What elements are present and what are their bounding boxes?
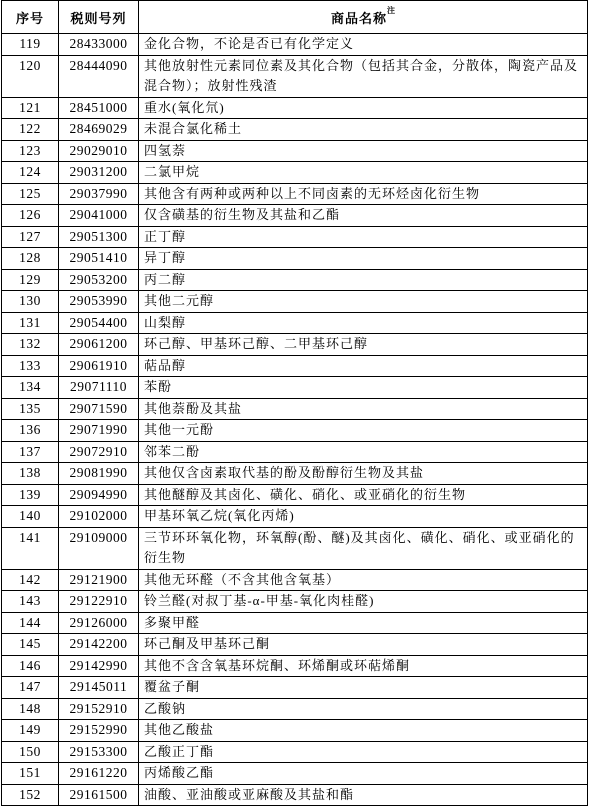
table-row [2, 506, 588, 528]
cell-seq: 142 [2, 569, 59, 591]
cell-code: 29053990 [59, 291, 139, 313]
table-row [2, 312, 588, 334]
cell-name: 乙酸钠 [139, 698, 588, 720]
table-header [2, 1, 588, 34]
table-row [2, 720, 588, 742]
cell-name: 其他放射性元素同位素及其化合物（包括其合金，分散体，陶瓷产品及混合物）；放射性残渣 [139, 55, 588, 97]
cell-name: 四氢萘 [139, 140, 588, 162]
cell-seq: 133 [2, 355, 59, 377]
cell-name: 其他乙酸盐 [139, 720, 588, 742]
cell-seq: 150 [2, 741, 59, 763]
cell-seq: 140 [2, 506, 59, 528]
cell-seq: 127 [2, 226, 59, 248]
cell-name: 金化合物，不论是否已有化学定义 [139, 34, 588, 56]
cell-name: 乙酸正丁酯 [139, 741, 588, 763]
table-row [2, 34, 588, 56]
table-row [2, 377, 588, 399]
cell-code: 29161500 [59, 784, 139, 806]
cell-name: 丙二醇 [139, 269, 588, 291]
cell-code: 28444090 [59, 55, 139, 97]
cell-code: 29094990 [59, 484, 139, 506]
cell-seq: 143 [2, 591, 59, 613]
cell-seq: 148 [2, 698, 59, 720]
cell-seq: 128 [2, 248, 59, 270]
cell-code: 29031200 [59, 162, 139, 184]
cell-seq: 146 [2, 655, 59, 677]
cell-name: 二氯甲烷 [139, 162, 588, 184]
table-row [2, 741, 588, 763]
cell-code: 28469029 [59, 119, 139, 141]
cell-code: 29109000 [59, 527, 139, 569]
cell-name: 仅含磺基的衍生物及其盐和乙酯 [139, 205, 588, 227]
cell-seq: 145 [2, 634, 59, 656]
table-row [2, 55, 588, 97]
table-row [2, 97, 588, 119]
cell-seq: 129 [2, 269, 59, 291]
table-row [2, 677, 588, 699]
header-seq: 序号 [2, 1, 59, 34]
table-row [2, 226, 588, 248]
cell-code: 29152990 [59, 720, 139, 742]
cell-seq: 132 [2, 334, 59, 356]
cell-code: 28451000 [59, 97, 139, 119]
header-name [139, 1, 588, 34]
cell-seq: 130 [2, 291, 59, 313]
cell-code: 29051300 [59, 226, 139, 248]
cell-code: 29037990 [59, 183, 139, 205]
cell-name: 覆盆子酮 [139, 677, 588, 699]
cell-seq: 122 [2, 119, 59, 141]
cell-seq: 139 [2, 484, 59, 506]
cell-code: 29161220 [59, 763, 139, 785]
table-row [2, 591, 588, 613]
cell-code: 29121900 [59, 569, 139, 591]
cell-code: 29145011 [59, 677, 139, 699]
cell-code: 29126000 [59, 612, 139, 634]
cell-seq: 124 [2, 162, 59, 184]
cell-code: 29053200 [59, 269, 139, 291]
tariff-table [1, 0, 588, 806]
cell-code: 29041000 [59, 205, 139, 227]
cell-seq: 144 [2, 612, 59, 634]
cell-seq: 137 [2, 441, 59, 463]
header-row [2, 1, 588, 34]
cell-name: 油酸、亚油酸或亚麻酸及其盐和酯 [139, 784, 588, 806]
cell-code: 29061200 [59, 334, 139, 356]
cell-code: 29071110 [59, 377, 139, 399]
cell-name: 其他萘酚及其盐 [139, 398, 588, 420]
cell-name: 甲基环氧乙烷(氧化丙烯) [139, 506, 588, 528]
cell-code: 29102000 [59, 506, 139, 528]
cell-name: 未混合氯化稀土 [139, 119, 588, 141]
cell-seq: 120 [2, 55, 59, 97]
cell-name: 其他醚醇及其卤化、磺化、硝化、或亚硝化的衍生物 [139, 484, 588, 506]
cell-name: 萜品醇 [139, 355, 588, 377]
cell-code: 29142990 [59, 655, 139, 677]
table-row [2, 527, 588, 569]
table-row [2, 698, 588, 720]
header-code: 税则号列 [59, 1, 139, 34]
cell-seq: 125 [2, 183, 59, 205]
table-row [2, 569, 588, 591]
cell-seq: 126 [2, 205, 59, 227]
cell-name: 山梨醇 [139, 312, 588, 334]
table-row [2, 634, 588, 656]
cell-name: 其他含有两种或两种以上不同卤素的无环烃卤化衍生物 [139, 183, 588, 205]
table-row [2, 763, 588, 785]
header-name-label: 商品名称 [330, 10, 387, 26]
cell-name: 环己酮及甲基环己酮 [139, 634, 588, 656]
cell-code: 29153300 [59, 741, 139, 763]
cell-seq: 147 [2, 677, 59, 699]
cell-seq: 134 [2, 377, 59, 399]
table-row [2, 463, 588, 485]
table-row [2, 183, 588, 205]
table-row [2, 441, 588, 463]
cell-name: 苯酚 [139, 377, 588, 399]
cell-name: 邻苯二酚 [139, 441, 588, 463]
cell-seq: 123 [2, 140, 59, 162]
table-row [2, 140, 588, 162]
table-row [2, 205, 588, 227]
cell-name: 其他不含含氧基环烷酮、环烯酮或环萜烯酮 [139, 655, 588, 677]
cell-seq: 152 [2, 784, 59, 806]
cell-name: 其他一元酚 [139, 420, 588, 442]
table-row [2, 420, 588, 442]
cell-code: 29071590 [59, 398, 139, 420]
cell-code: 29142200 [59, 634, 139, 656]
table-row [2, 334, 588, 356]
table-body [2, 34, 588, 806]
cell-code: 28433000 [59, 34, 139, 56]
cell-name: 重水(氧化氘) [139, 97, 588, 119]
cell-code: 29122910 [59, 591, 139, 613]
cell-seq: 131 [2, 312, 59, 334]
cell-code: 29152910 [59, 698, 139, 720]
cell-seq: 149 [2, 720, 59, 742]
cell-name: 环己醇、甲基环己醇、二甲基环己醇 [139, 334, 588, 356]
cell-seq: 141 [2, 527, 59, 569]
table-row [2, 162, 588, 184]
cell-seq: 151 [2, 763, 59, 785]
table-row [2, 784, 588, 806]
table-row [2, 119, 588, 141]
cell-name: 其他二元醇 [139, 291, 588, 313]
cell-seq: 135 [2, 398, 59, 420]
cell-code: 29071990 [59, 420, 139, 442]
cell-code: 29029010 [59, 140, 139, 162]
cell-code: 29054400 [59, 312, 139, 334]
cell-seq: 121 [2, 97, 59, 119]
cell-name: 异丁醇 [139, 248, 588, 270]
cell-name: 多聚甲醛 [139, 612, 588, 634]
table-row [2, 398, 588, 420]
header-name-note: 注 [387, 5, 395, 15]
cell-name: 其他仅含卤素取代基的酚及酚醇衍生物及其盐 [139, 463, 588, 485]
cell-name: 铃兰醛(对叔丁基-α-甲基-氧化肉桂醛) [139, 591, 588, 613]
table-row [2, 655, 588, 677]
table-row [2, 291, 588, 313]
cell-code: 29081990 [59, 463, 139, 485]
cell-seq: 138 [2, 463, 59, 485]
cell-code: 29072910 [59, 441, 139, 463]
table-row [2, 248, 588, 270]
cell-name: 三节环环氧化物，环氧醇(酚、醚)及其卤化、磺化、硝化、或亚硝化的衍生物 [139, 527, 588, 569]
table-row [2, 612, 588, 634]
cell-name: 正丁醇 [139, 226, 588, 248]
cell-name: 其他无环醛（不含其他含氧基） [139, 569, 588, 591]
cell-name: 丙烯酸乙酯 [139, 763, 588, 785]
table-row [2, 355, 588, 377]
cell-code: 29061910 [59, 355, 139, 377]
table-row [2, 269, 588, 291]
table-row [2, 484, 588, 506]
cell-seq: 136 [2, 420, 59, 442]
cell-seq: 119 [2, 34, 59, 56]
cell-code: 29051410 [59, 248, 139, 270]
